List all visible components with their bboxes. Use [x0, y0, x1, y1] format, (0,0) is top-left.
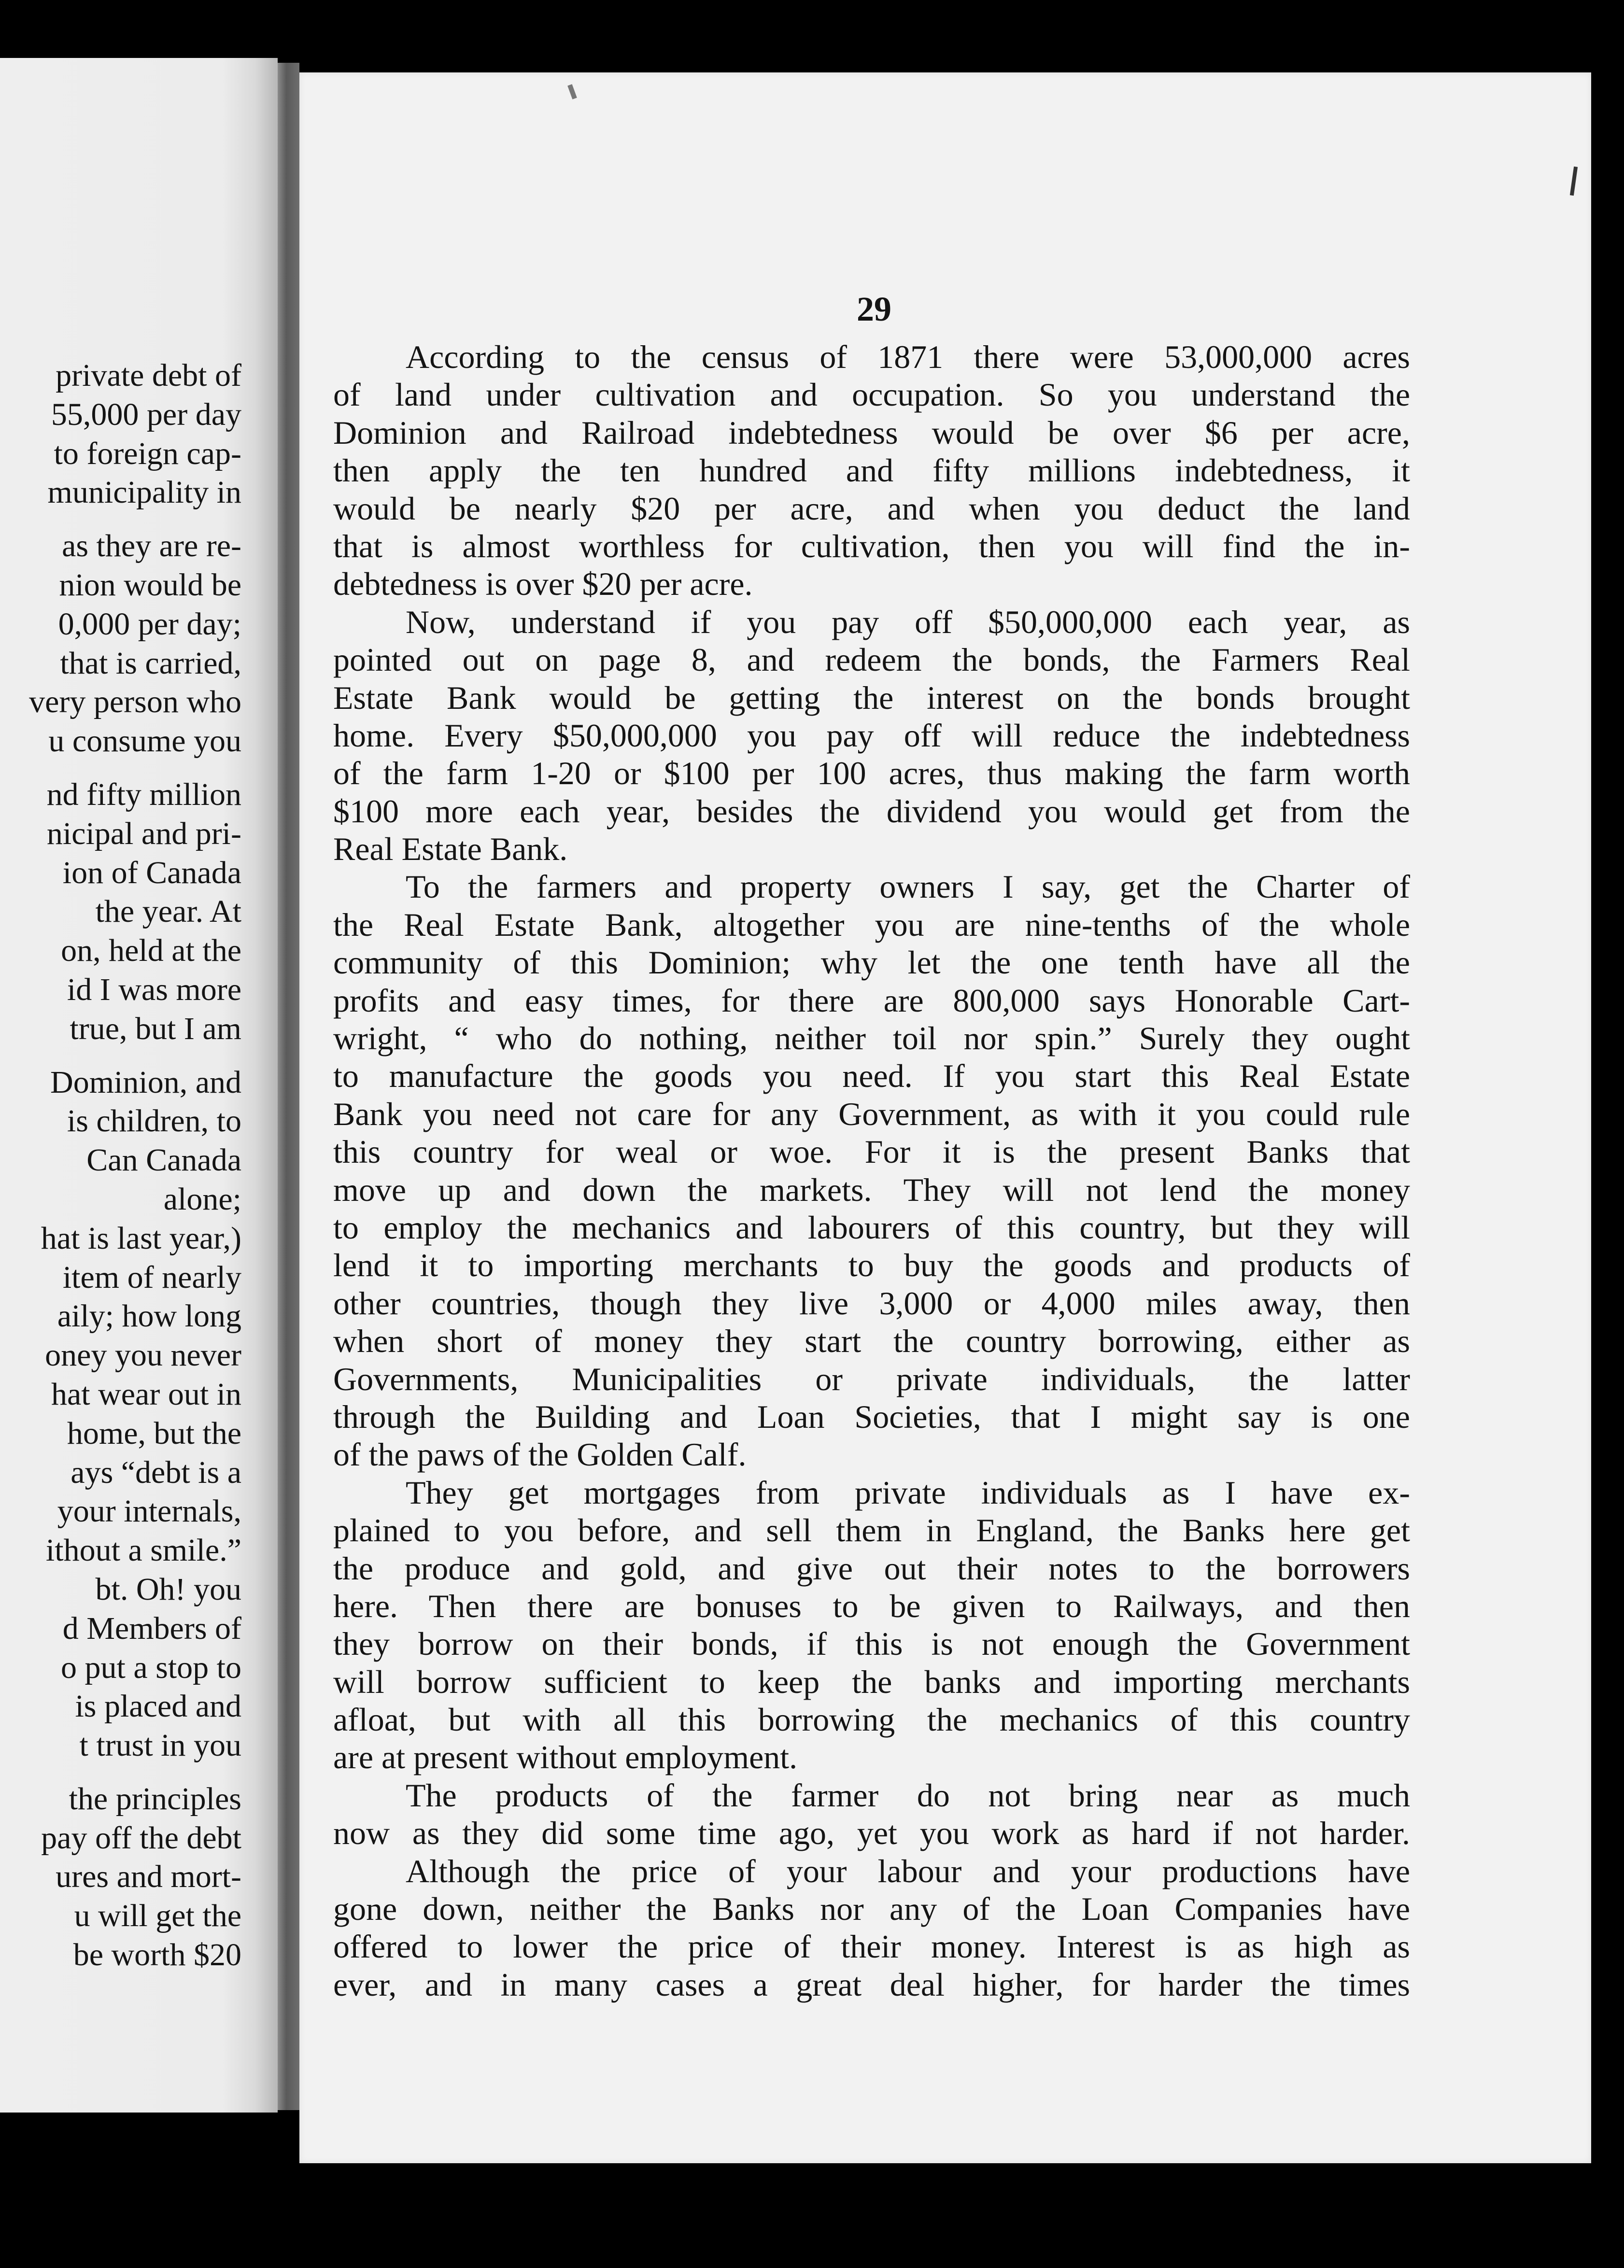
- previous-page-line: as they are re-: [62, 528, 241, 564]
- text-line: They get mortgages from private individuals as I have ex-: [406, 1474, 1410, 1511]
- book-gutter: [278, 63, 299, 2110]
- previous-page-fragment: [0, 58, 278, 2113]
- previous-page-line: ays “debt is a: [71, 1454, 241, 1490]
- previous-page-line: ion of Canada: [62, 855, 241, 890]
- text-line: through the Building and Loan Societies, that I might say is one: [333, 1398, 1410, 1435]
- previous-page-line: u will get the: [74, 1898, 241, 1934]
- previous-page-line: Dominion, and: [50, 1064, 241, 1100]
- previous-page-text: [0, 356, 241, 1975]
- previous-page-line: alone;: [163, 1181, 241, 1217]
- text-line: move up and down the markets. They will not lend the money: [333, 1171, 1410, 1208]
- text-line: of the paws of the Golden Calf.: [333, 1436, 747, 1473]
- text-line: here. Then there are bonuses to be given to Railways, and then: [333, 1587, 1410, 1624]
- previous-page-line: to foreign cap-: [54, 436, 241, 471]
- previous-page-line: private debt of: [56, 358, 241, 393]
- previous-page-line: pay off the debt: [41, 1820, 241, 1856]
- previous-page-line: id I was more: [67, 972, 241, 1007]
- text-line: Although the price of your labour and your productions have: [406, 1852, 1410, 1889]
- previous-page-line: the principles: [69, 1781, 241, 1817]
- previous-page-line: very person who: [29, 684, 241, 720]
- text-line: According to the census of 1871 there were 53,000,000 acres: [406, 338, 1410, 375]
- previous-page-line: oney you never: [45, 1338, 241, 1373]
- text-line: this country for weal or woe. For it is the present Banks that: [333, 1133, 1410, 1170]
- text-line: Bank you need not care for any Government, as with it you could rule: [333, 1095, 1410, 1132]
- previous-page-line: 55,000 per day: [51, 396, 241, 432]
- text-line: Dominion and Railroad indebtedness would be over $6 per acre,: [333, 414, 1410, 451]
- previous-page-line: true, but I am: [70, 1011, 241, 1046]
- previous-page-line: o put a stop to: [61, 1649, 241, 1685]
- text-line: lend it to importing merchants to buy the goods and products of: [333, 1247, 1410, 1284]
- text-line: Now, understand if you pay off $50,000,000 each year, as: [406, 603, 1410, 640]
- previous-page-line: be worth $20: [73, 1937, 241, 1973]
- previous-page-line: nion would be: [59, 567, 241, 603]
- text-line: that is almost worthless for cultivation, then you will find the in-: [333, 527, 1410, 564]
- text-line: Estate Bank would be getting the interest on the bonds brought: [333, 679, 1410, 716]
- previous-page-line: nd fifty million: [46, 776, 241, 812]
- previous-page-line: municipality in: [47, 475, 241, 510]
- text-line: The products of the farmer do not bring near as much: [406, 1776, 1410, 1814]
- previous-page-line: u consume you: [48, 723, 241, 759]
- previous-page-line: ures and mort-: [56, 1859, 241, 1895]
- text-line: home. Every $50,000,000 you pay off will reduce the indebtedness: [333, 717, 1410, 754]
- previous-page-line: nicipal and pri-: [46, 816, 241, 851]
- text-line: to manufacture the goods you need. If you start this Real Estate: [333, 1057, 1410, 1095]
- previous-page-line: Can Canada: [86, 1142, 241, 1178]
- previous-page-line: that is carried,: [60, 645, 241, 681]
- text-line: ever, and in many cases a great deal higher, for harder the times: [333, 1966, 1410, 2003]
- text-line: when short of money they start the country borrowing, either as: [333, 1323, 1410, 1360]
- text-line: gone down, neither the Banks nor any of the Loan Companies have: [333, 1890, 1410, 1928]
- text-line: then apply the ten hundred and fifty millions indebtedness, it: [333, 452, 1410, 489]
- text-line: are at present without employment.: [333, 1739, 798, 1776]
- previous-page-line: ithout a smile.”: [45, 1533, 241, 1568]
- text-line: other countries, though they live 3,000 or 4,000 miles away, then: [333, 1284, 1410, 1322]
- text-line: would be nearly $20 per acre, and when you deduct the land: [333, 490, 1410, 527]
- previous-page-line: the year. At: [95, 894, 241, 930]
- previous-page-line: is children, to: [67, 1103, 241, 1139]
- previous-page-line: hat wear out in: [51, 1376, 241, 1412]
- text-line: the produce and gold, and give out their notes to the borrowers: [333, 1550, 1410, 1587]
- text-line: debtedness is over $20 per acre.: [333, 565, 753, 603]
- page-number: 29: [857, 290, 891, 328]
- previous-page-line: your internals,: [57, 1493, 241, 1529]
- previous-page-line: t trust in you: [79, 1728, 241, 1763]
- previous-page-line: aily; how long: [57, 1298, 241, 1334]
- page-body-text: [333, 338, 1410, 2003]
- text-line: afloat, but with all this borrowing the mechanics of this country: [333, 1701, 1410, 1738]
- text-line: of the farm 1-20 or $100 per 100 acres, thus making the farm worth: [333, 755, 1410, 792]
- text-line: to employ the mechanics and labourers of this country, but they will: [333, 1209, 1410, 1246]
- text-line: Real Estate Bank.: [333, 831, 568, 868]
- text-line: now as they did some time ago, yet you work as hard if not harder.: [333, 1815, 1410, 1852]
- previous-page-line: bt. Oh! you: [95, 1571, 241, 1607]
- text-line: Governments, Municipalities or private individuals, the latter: [333, 1360, 1410, 1397]
- text-line: profits and easy times, for there are 800,000 says Honorable Cart-: [333, 982, 1410, 1019]
- text-line: of land under cultivation and occupation. So you understand the: [333, 376, 1410, 413]
- text-line: will borrow sufficient to keep the banks and importing merchants: [333, 1663, 1410, 1700]
- previous-page-line: home, but the: [67, 1415, 241, 1451]
- text-line: community of this Dominion; why let the one tenth have all the: [333, 944, 1410, 981]
- previous-page-line: item of nearly: [62, 1259, 241, 1295]
- previous-page-line: is placed and: [75, 1689, 241, 1724]
- text-line: offered to lower the price of their money. Interest is as high as: [333, 1928, 1410, 1965]
- text-line: To the farmers and property owners I say, get the Charter of: [406, 868, 1410, 905]
- previous-page-line: d Members of: [62, 1610, 241, 1646]
- text-line: the Real Estate Bank, altogether you are nine-tenths of the whole: [333, 906, 1410, 943]
- text-line: they borrow on their bonds, if this is not enough the Government: [333, 1625, 1410, 1662]
- text-line: wright, “ who do nothing, neither toil nor spin.” Surely they ought: [333, 1020, 1410, 1057]
- text-line: $100 more each year, besides the dividend you would get from the: [333, 792, 1410, 830]
- text-line: plained to you before, and sell them in England, the Banks here get: [333, 1512, 1410, 1549]
- previous-page-line: on, held at the: [61, 933, 241, 969]
- text-line: pointed out on page 8, and redeem the bonds, the Farmers Real: [333, 641, 1410, 678]
- previous-page-line: hat is last year,): [41, 1220, 241, 1256]
- previous-page-line: 0,000 per day;: [58, 606, 241, 642]
